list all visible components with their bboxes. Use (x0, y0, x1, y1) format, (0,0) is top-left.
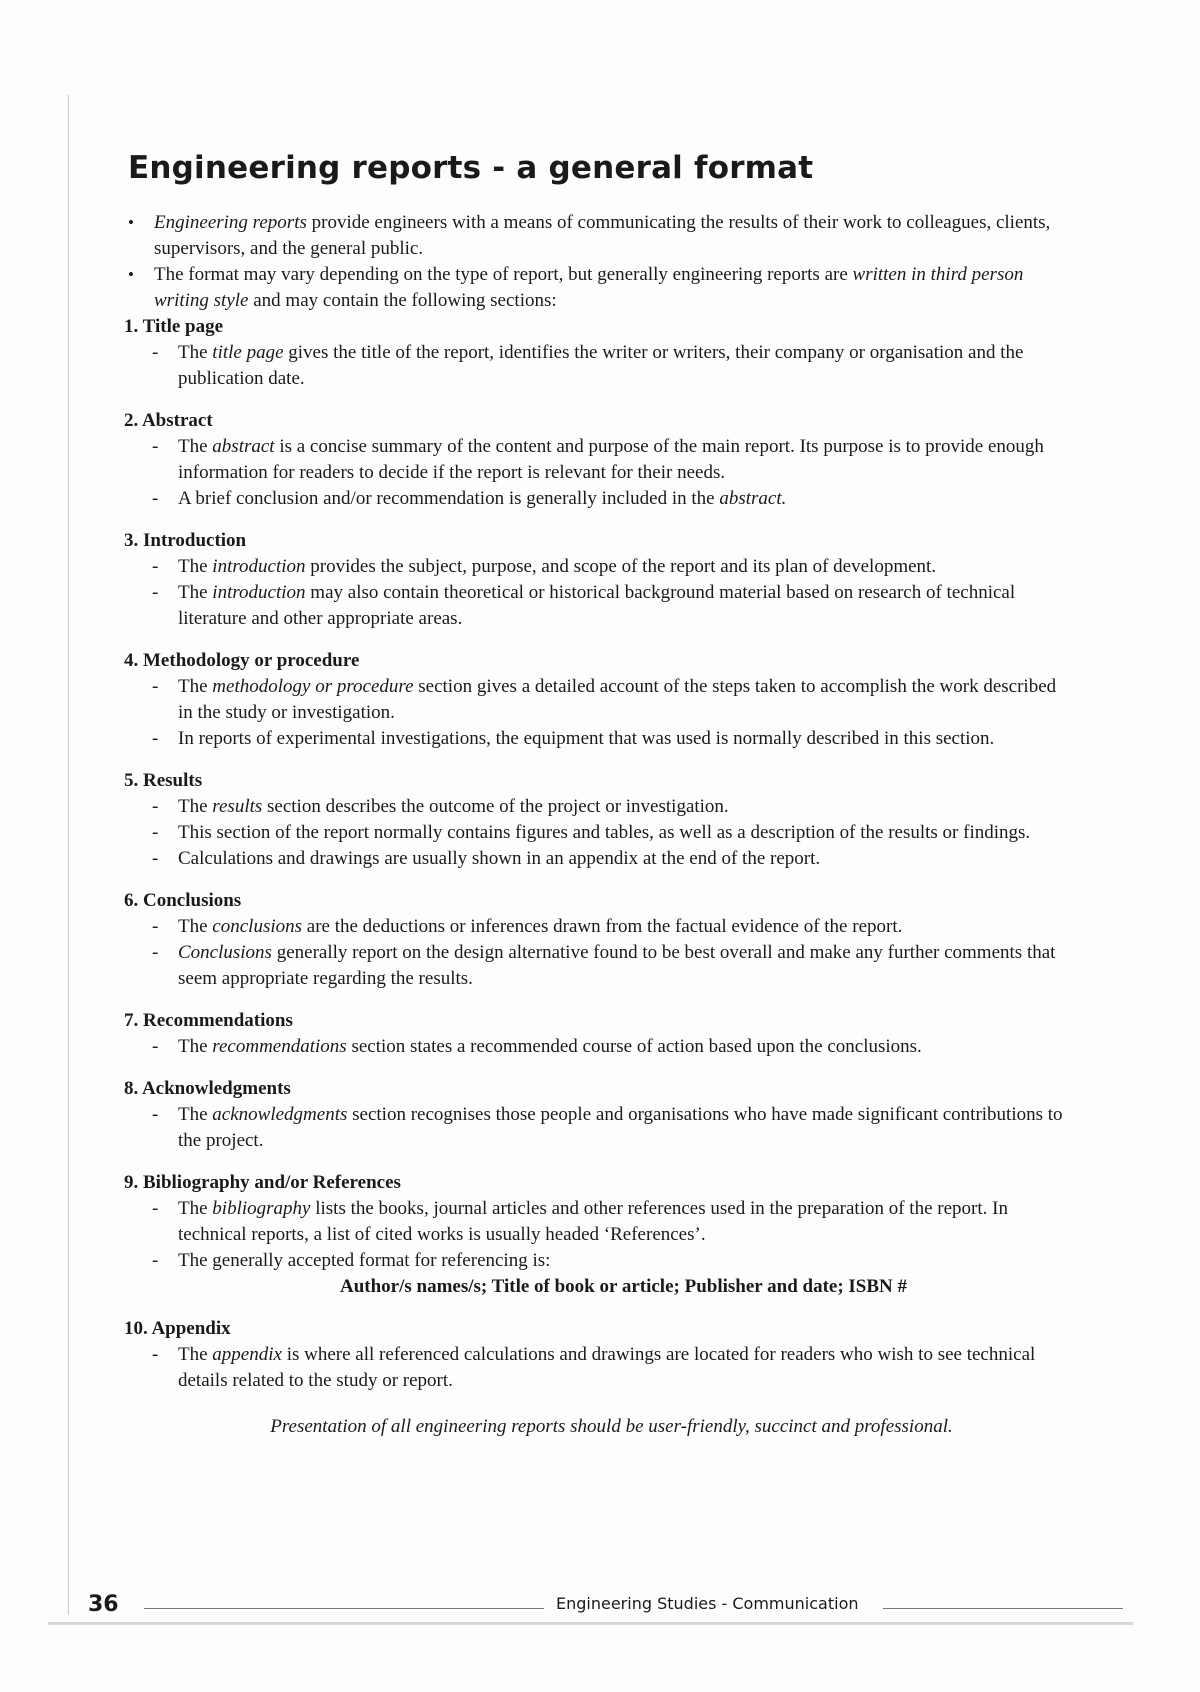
page-bottom-edge (48, 1622, 1133, 1625)
emphasis-text: title page (212, 342, 284, 363)
page-number: 36 (88, 1592, 119, 1617)
text-run: The generally accepted format for referencing is: (178, 1250, 551, 1271)
section-point (124, 340, 1069, 392)
dash-glyph: - (152, 848, 159, 869)
dash-glyph: - (152, 342, 159, 363)
dash-glyph: - (152, 916, 159, 937)
page-content (124, 150, 1069, 1440)
emphasis-text: appendix (212, 1344, 282, 1365)
emphasis-text: results (212, 796, 263, 817)
text-run: may also contain theoretical or historical background material based on research of technical literature and other appropriate areas. (178, 582, 1016, 629)
section-heading: 9. Bibliography and/or References (124, 1172, 401, 1193)
section-point (124, 914, 1069, 940)
dash-glyph: - (152, 1036, 159, 1057)
section-heading: 4. Methodology or procedure (124, 650, 360, 671)
dash-glyph: - (152, 796, 159, 817)
section-points (124, 340, 1069, 392)
text-run: generally report on the design alternative found to be best overall and make any further comments that seem appropriate regarding the results. (178, 942, 1056, 989)
report-section (124, 408, 1069, 512)
text-run: and may contain the following sections: (248, 290, 557, 311)
text-run: Calculations and drawings are usually shown in an appendix at the end of the report. (178, 848, 821, 869)
text-run: section states a recommended course of action based upon the conclusions. (346, 1036, 922, 1057)
text-run: In reports of experimental investigations, the equipment that was used is normally described in this section. (178, 728, 995, 749)
bullet-glyph: • (128, 213, 134, 232)
text-run: The (178, 582, 213, 603)
page-footer (88, 1592, 1128, 1622)
section-points (124, 1102, 1069, 1154)
section-point (124, 1248, 1069, 1274)
text-run: gives the title of the report, identifies the writer or writers, their company or organisation and the publication date. (178, 342, 1024, 389)
section-point (124, 1102, 1069, 1154)
emphasis-text: recommendations (212, 1036, 347, 1057)
section-points (124, 1342, 1069, 1394)
text-run: The (178, 916, 213, 937)
text-run: section recognises those people and organisations who have made significant contributions to the project. (178, 1104, 1063, 1151)
emphasis-text: conclusions (212, 916, 303, 937)
report-section (124, 1076, 1069, 1154)
section-point (124, 726, 1069, 752)
section-heading: 7. Recommendations (124, 1010, 293, 1031)
report-section (124, 768, 1069, 872)
dash-glyph: - (152, 1198, 159, 1219)
text-run: The (178, 1198, 213, 1219)
emphasis-text: methodology or procedure (212, 676, 414, 697)
text-run: The (178, 342, 213, 363)
section-point (124, 820, 1069, 846)
section-points (124, 1196, 1069, 1274)
text-run: section gives a detailed account of the steps taken to accomplish the work described in the study or investigation. (178, 676, 1057, 723)
emphasis-text: abstract. (719, 488, 787, 509)
section-points (124, 1034, 1069, 1060)
section-heading: 10. Appendix (124, 1318, 231, 1339)
emphasis-text: bibliography (212, 1198, 311, 1219)
text-run: A brief conclusion and/or recommendation is generally included in the (178, 488, 720, 509)
section-heading: 8. Acknowledgments (124, 1078, 291, 1099)
text-run: The format may vary depending on the type of report, but generally engineering reports are (154, 264, 853, 285)
text-run: The (178, 796, 213, 817)
reference-format-line: Author/s names/s; Title of book or article; Publisher and date; ISBN # (339, 1276, 908, 1297)
section-point (124, 940, 1069, 992)
report-section (124, 1316, 1069, 1394)
section-point (124, 434, 1069, 486)
text-run: provides the subject, purpose, and scope of the report and its plan of development. (305, 556, 937, 577)
section-point (124, 1342, 1069, 1394)
text-run: are the deductions or inferences drawn from the factual evidence of the report. (302, 916, 903, 937)
text-run: is where all referenced calculations and drawings are located for readers who wish to see technical details related to the study or report. (178, 1344, 1036, 1391)
section-point (124, 846, 1069, 872)
section-point (124, 794, 1069, 820)
text-run: The (178, 676, 213, 697)
section-point (124, 486, 1069, 512)
text-run: The (178, 436, 213, 457)
section-heading: 3. Introduction (124, 530, 247, 551)
closing-statement: Presentation of all engineering reports should be user-friendly, succinct and professional. (270, 1416, 953, 1437)
section-points (124, 434, 1069, 512)
section-points (124, 674, 1069, 752)
dash-glyph: - (152, 436, 159, 457)
dash-glyph: - (152, 728, 159, 749)
emphasis-text: Engineering reports (154, 212, 307, 233)
dash-glyph: - (152, 1344, 159, 1365)
dash-glyph: - (152, 556, 159, 577)
intro-bullet-list (124, 210, 1069, 314)
report-section (124, 314, 1069, 392)
section-heading: 1. Title page (124, 316, 224, 337)
report-section (124, 888, 1069, 992)
emphasis-text: written in third person writing style (154, 264, 1024, 311)
emphasis-text: acknowledgments (212, 1104, 348, 1125)
emphasis-text: introduction (212, 582, 306, 603)
section-points (124, 554, 1069, 632)
page-title: Engineering reports - a general format (128, 150, 814, 186)
section-heading: 6. Conclusions (124, 890, 242, 911)
section-heading: 2. Abstract (124, 410, 213, 431)
text-run: The (178, 556, 213, 577)
footer-rule-left (144, 1608, 544, 1609)
dash-glyph: - (152, 582, 159, 603)
running-title: Engineering Studies - Communication (550, 1594, 865, 1613)
section-point (124, 1034, 1069, 1060)
section-points (124, 914, 1069, 992)
section-heading: 5. Results (124, 770, 203, 791)
report-section (124, 1170, 1069, 1300)
dash-glyph: - (152, 942, 159, 963)
report-section (124, 1008, 1069, 1060)
sections-list (124, 314, 1069, 1394)
intro-bullet-item (124, 210, 1069, 262)
report-section (124, 528, 1069, 632)
dash-glyph: - (152, 488, 159, 509)
dash-glyph: - (152, 1250, 159, 1271)
text-run: section describes the outcome of the project or investigation. (262, 796, 729, 817)
text-run: provide engineers with a means of communicating the results of their work to colleagues, clients, supervisors, and the general public. (154, 212, 1051, 259)
binding-edge-line (68, 95, 69, 1615)
text-run: This section of the report normally contains figures and tables, as well as a description of the results or findings. (178, 822, 1031, 843)
dash-glyph: - (152, 676, 159, 697)
footer-rule-right (883, 1608, 1123, 1609)
section-point (124, 674, 1069, 726)
emphasis-text: introduction (212, 556, 306, 577)
section-point (124, 1196, 1069, 1248)
text-run: The (178, 1344, 213, 1365)
section-point (124, 580, 1069, 632)
text-run: is a concise summary of the content and purpose of the main report. Its purpose is to provide enough information for readers to decide if the report is relevant for their needs. (178, 436, 1044, 483)
emphasis-text: Conclusions (178, 942, 272, 963)
report-section (124, 648, 1069, 752)
text-run: The (178, 1104, 213, 1125)
intro-bullet-item (124, 262, 1069, 314)
text-run: The (178, 1036, 213, 1057)
text-run: lists the books, journal articles and other references used in the preparation of the report. In technical reports, a list of cited works is usually headed ‘References’. (178, 1198, 1008, 1245)
dash-glyph: - (152, 1104, 159, 1125)
dash-glyph: - (152, 822, 159, 843)
bullet-glyph: • (128, 265, 134, 284)
emphasis-text: abstract (212, 436, 275, 457)
section-points (124, 794, 1069, 872)
section-point (124, 554, 1069, 580)
